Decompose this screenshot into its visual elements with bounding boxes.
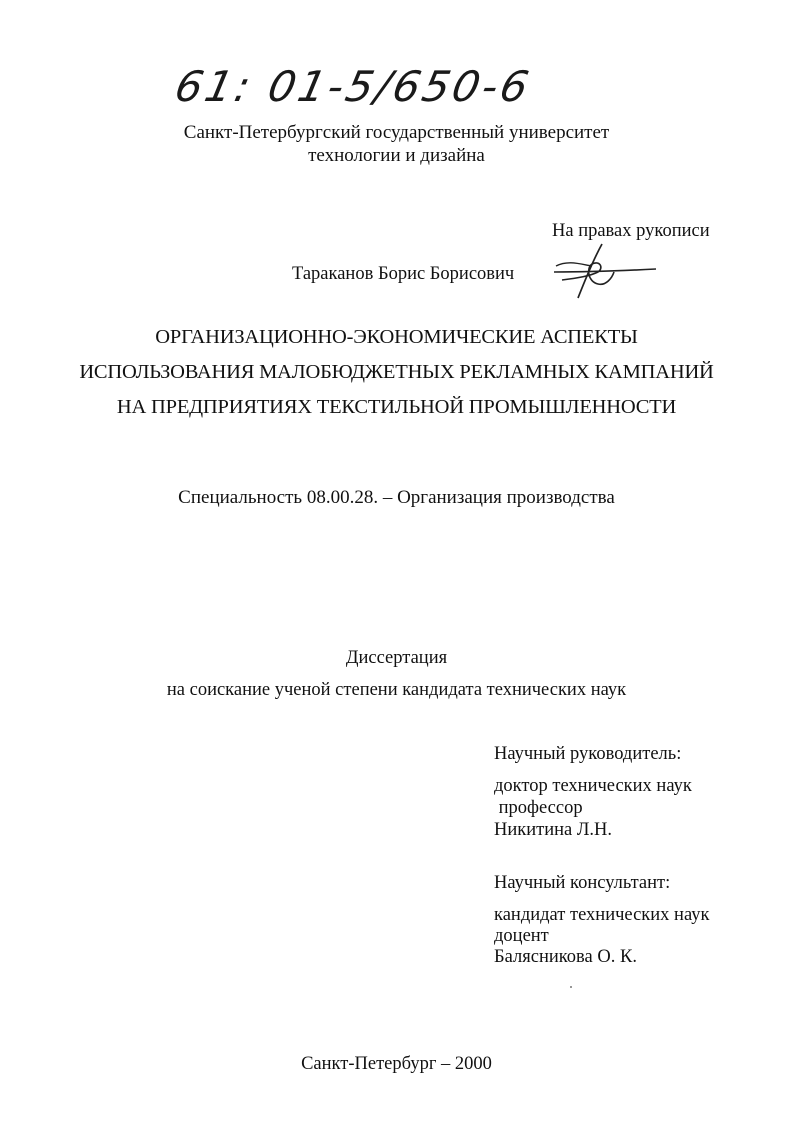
consultant-rank: доцент	[494, 926, 549, 946]
archive-number-handwritten: 61: 01-5/650-6	[170, 62, 536, 111]
supervisor-degree: доктор технических наук	[494, 776, 692, 796]
dissertation-title-line-3: НА ПРЕДПРИЯТИЯХ ТЕКСТИЛЬНОЙ ПРОМЫШЛЕННОСТИ	[116, 396, 677, 418]
dissertation-title-line-2: ИСПОЛЬЗОВАНИЯ МАЛОБЮДЖЕТНЫХ РЕКЛАМНЫХ КАМПАНИЙ	[79, 361, 714, 383]
supervisor-name: Никитина Л.Н.	[494, 820, 613, 840]
scan-speck	[570, 986, 572, 988]
rights-note: На правах рукописи	[552, 221, 710, 241]
specialty: Специальность 08.00.28. – Организация производства	[178, 487, 615, 508]
supervisor-heading: Научный руководитель:	[494, 744, 682, 764]
degree-statement: на соискание ученой степени кандидата технических наук	[166, 680, 627, 700]
author-name: Тараканов Борис Борисович	[292, 264, 515, 284]
consultant-heading: Научный консультант:	[494, 873, 671, 893]
university-line-2: технологии и дизайна	[308, 145, 485, 166]
author-signature	[548, 238, 668, 304]
dissertation-title-line-1: ОРГАНИЗАЦИОННО-ЭКОНОМИЧЕСКИЕ АСПЕКТЫ	[155, 326, 638, 348]
consultant-name: Балясникова О. К.	[494, 947, 637, 967]
consultant-degree: кандидат технических наук	[494, 905, 710, 925]
city-year: Санкт-Петербург – 2000	[301, 1054, 492, 1074]
university-line-1: Санкт-Петербургский государственный университет	[183, 122, 610, 143]
dissertation-label: Диссертация	[345, 648, 448, 668]
supervisor-rank: профессор	[494, 798, 583, 818]
